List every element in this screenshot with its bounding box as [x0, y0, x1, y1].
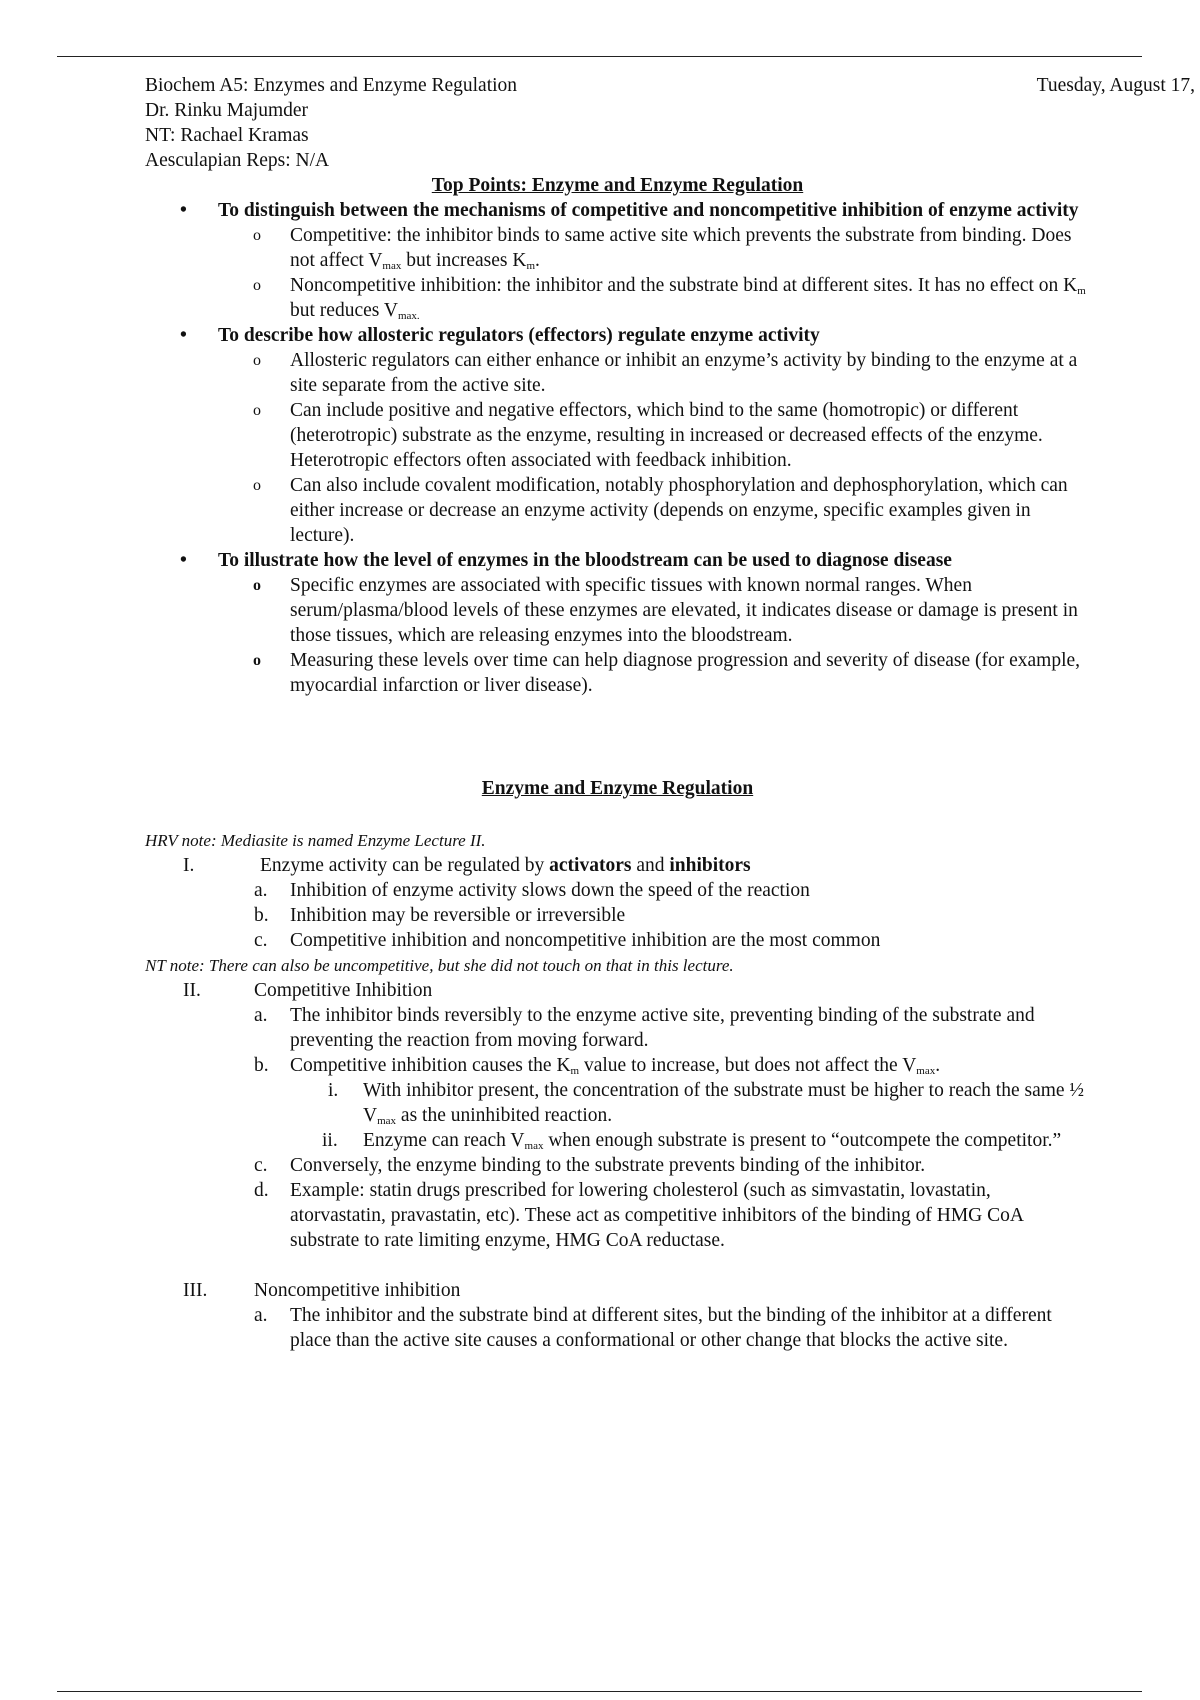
top-points-title: Top Points: Enzyme and Enzyme Regulation — [431, 175, 804, 196]
goal-2-item-a: o Allosteric regulators can either enhance or inhibit an enzyme’s activity by binding to the enzyme at a site separate from the active site. — [253, 350, 1078, 396]
reps: Aesculapian Reps: N/A — [145, 150, 330, 171]
section-body — [0, 828, 1200, 1353]
goal-3-item-a: o Specific enzymes are associated with specific tissues with known normal ranges. When serum/plasma/blood levels of these enzymes are elevated, it indicates disease or damage is present in those tissues, which are releasing enzymes into the bloodstream. — [253, 575, 1078, 646]
nt-note: NT note: There can also be uncompetitive, but she did not touch on that in this lecture. — [145, 956, 734, 975]
circle-bullet-icon: o — [253, 577, 261, 594]
outline-item-ii-d: d. Example: statin drugs prescribed for lowering cholesterol (such as simvastatin, lovastatin, atorvastatin, pravastatin, etc). These act as competitive inhibitors of the binding of HMG CoA substrate to rate limiting enzyme, HMG CoA reductase. — [254, 1180, 1023, 1251]
top-points-list — [0, 198, 1200, 698]
bullet-icon: • — [180, 200, 187, 221]
bottom-rule — [57, 1691, 1142, 1692]
note-taker: NT: Rachael Kramas — [145, 125, 309, 146]
goal-3-item-b: o Measuring these levels over time can help diagnose progression and severity of disease (for example, myocardial infarction or liver disease). — [253, 650, 1081, 696]
circle-bullet-icon: o — [253, 477, 261, 494]
bullet-icon: • — [180, 325, 187, 346]
course-title: Biochem A5: Enzymes and Enzyme Regulation — [145, 75, 518, 96]
circle-bullet-icon: o — [253, 277, 261, 294]
outline-item-ii-b: b. Competitive inhibition causes the $K_m$ value to increase, but does not affect the $V_{max}$. — [254, 1055, 941, 1077]
goal-1: • To distinguish between the mechanisms of competitive and noncompetitive inhibition of enzyme activity — [180, 200, 1079, 221]
circle-bullet-icon: o — [253, 352, 261, 369]
goal-1-item-a: o Competitive: the inhibitor binds to same active site which prevents the substrate from binding. Does not affect $V_{max}$ but increases $K_m$. — [253, 225, 1072, 272]
document-header — [145, 73, 1195, 173]
lecture-date: Tuesday, August 17, — [1036, 75, 1195, 96]
outline-item-iii: III. Noncompetitive inhibition — [183, 1280, 461, 1301]
outline-item-ii-b-i: i. With inhibitor present, the concentration of the substrate must be higher to reach the same ½ $V_{max}$ as the uninhibited reaction. — [328, 1080, 1085, 1127]
circle-bullet-icon: o — [253, 227, 261, 244]
goal-2-item-c: o Can also include covalent modification, notably phosphorylation and dephosphorylation, which can either increase or decrease an enzyme activity (depends on enzyme, specific examples given in lecture). — [253, 475, 1068, 546]
circle-bullet-icon: o — [253, 402, 261, 419]
instructor: Dr. Rinku Majumder — [145, 100, 309, 121]
outline-item-ii-a: a. The inhibitor binds reversibly to the enzyme active site, preventing binding of the substrate and preventing the reaction from moving forward. — [254, 1005, 1035, 1051]
outline-item-ii-c: c. Conversely, the enzyme binding to the substrate prevents binding of the inhibitor. — [254, 1155, 926, 1176]
top-rule — [57, 56, 1142, 57]
goal-2-item-b: o Can include positive and negative effectors, which bind to the same (homotropic) or different (heterotropic) substrate as the enzyme, resulting in increased or decreased effects of the enzyme. Heterotropic effectors often associated with feedback inhibition. — [253, 400, 1043, 471]
goal-1-item-b: o Noncompetitive inhibition: the inhibitor and the substrate bind at different sites. It has no effect on $K_m$ but reduces $V_{max.}$ — [253, 275, 1086, 322]
bullet-icon: • — [180, 550, 187, 571]
goal-2: • To describe how allosteric regulators (effectors) regulate enzyme activity — [180, 325, 820, 346]
outline-item-i-c: c. Competitive inhibition and noncompetitive inhibition are the most common — [254, 930, 881, 951]
outline-item-iii-a: a. The inhibitor and the substrate bind at different sites, but the binding of the inhibitor at a different place than the active site causes a conformational or other change that blocks the active site. — [254, 1305, 1052, 1351]
hrv-note: HRV note: Mediasite is named Enzyme Lecture II. — [145, 831, 486, 850]
outline-item-i-a: a. Inhibition of enzyme activity slows down the speed of the reaction — [254, 880, 810, 901]
goal-3: • To illustrate how the level of enzymes in the bloodstream can be used to diagnose disease — [180, 550, 952, 571]
outline-item-ii: II. Competitive Inhibition — [183, 980, 433, 1001]
outline-item-i-b: b. Inhibition may be reversible or irreversible — [254, 905, 626, 926]
outline-item-i: I. Enzyme activity can be regulated by activators and inhibitors — [183, 855, 751, 876]
outline-item-ii-b-ii: ii. Enzyme can reach $V_{max}$ when enough substrate is present to “outcompete the competitor.” — [322, 1130, 1062, 1152]
circle-bullet-icon: o — [253, 652, 261, 669]
section-title: Enzyme and Enzyme Regulation — [481, 778, 754, 799]
